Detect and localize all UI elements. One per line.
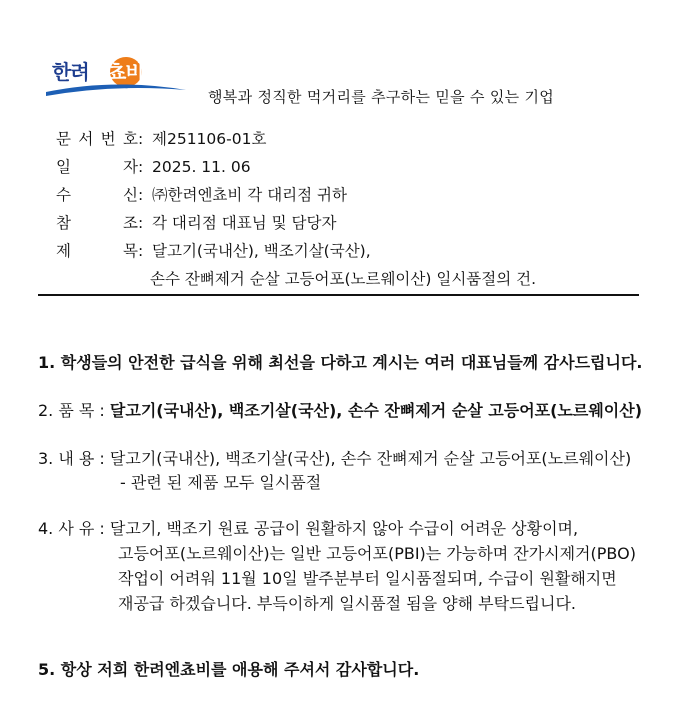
paragraph-1: 1. 학생들의 안전한 급식을 위해 최선을 다하고 계시는 여러 대표님들께 감사드립니다.	[38, 353, 643, 372]
paragraph-3-label: 3. 내 용 :	[38, 449, 110, 468]
paragraph-4-line: 달고기, 백조기 원료 공급이 원활하지 않아 수급이 어려운 상황이며,	[109, 519, 579, 538]
meta-value: 제251106-01호	[152, 130, 267, 148]
document-header-meta	[56, 125, 536, 293]
meta-label: 문 서 번 호	[56, 130, 138, 148]
header-divider	[38, 294, 639, 296]
paragraph-5: 5. 항상 저희 한려엔쵸비를 애용해 주셔서 감사합니다.	[38, 660, 420, 679]
meta-value: 2025. 11. 06	[152, 158, 251, 176]
paragraph-2-value: 달고기(국내산), 백조기살(국산), 손수 잔뼈제거 순살 고등어포(노르웨이산)	[109, 401, 643, 420]
meta-value: ㈜한려엔쵸비 각 대리점 귀하	[152, 186, 347, 204]
paragraph-4	[38, 516, 578, 539]
logo-text-accent: 엔쵸비	[88, 60, 144, 84]
meta-row-recipient: 수 신 : ㈜한려엔쵸비 각 대리점 귀하	[56, 181, 536, 209]
meta-row-date: 일 자 : 2025. 11. 06	[56, 153, 536, 181]
logo-text-main: 한려	[52, 60, 89, 84]
meta-row-subject: 제 목 : 달고기(국내산), 백조기살(국산),	[56, 237, 536, 265]
meta-row-reference: 참 조 : 각 대리점 대표님 및 담당자	[56, 209, 536, 237]
meta-label: 수 신	[56, 186, 138, 204]
paragraph-4-line: 고등어포(노르웨이산)는 일반 고등어포(PBI)는 가능하며 잔가시제거(PBO)	[118, 544, 636, 563]
paragraph-3-sub: - 관련 된 제품 모두 일시품절	[120, 473, 322, 492]
paragraph-2	[38, 398, 642, 421]
paragraph-3-value: 달고기(국내산), 백조기살(국산), 손수 잔뼈제거 순살 고등어포(노르웨이산)	[109, 449, 632, 468]
paragraph-4-line: 작업이 어려워 11월 10일 발주분부터 일시품절되며, 수급이 원활해지면	[118, 569, 617, 588]
paragraph-4-label: 4. 사 유 :	[38, 519, 110, 538]
meta-row-doc-number: 문 서 번 호 : 제251106-01호	[56, 125, 536, 153]
paragraph-3	[38, 446, 631, 469]
logo-text	[52, 56, 144, 85]
company-logo	[44, 52, 190, 106]
meta-label: 일 자	[56, 158, 138, 176]
paragraph-2-label: 2. 품 목 :	[38, 401, 110, 420]
meta-value: 달고기(국내산), 백조기살(국산),	[152, 242, 371, 260]
meta-label: 제 목	[56, 242, 138, 260]
meta-subject-continuation: 손수 잔뼈제거 순살 고등어포(노르웨이산) 일시품절의 건.	[150, 270, 537, 288]
meta-value: 각 대리점 대표님 및 담당자	[152, 214, 337, 232]
meta-label: 참 조	[56, 214, 138, 232]
company-slogan: 행복과 정직한 먹거리를 추구하는 믿을 수 있는 기업	[208, 88, 555, 106]
paragraph-4-line: 재공급 하겠습니다. 부득이하게 일시품절 됨을 양해 부탁드립니다.	[118, 594, 577, 613]
